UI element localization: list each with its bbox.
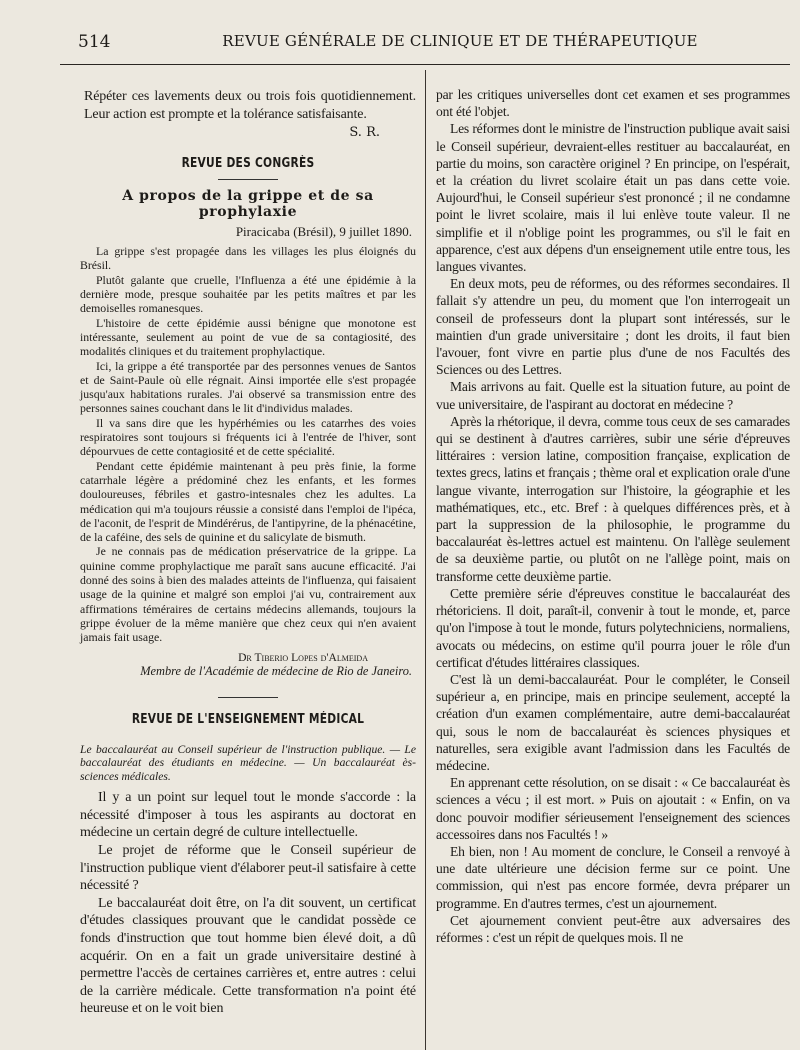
paragraph: En deux mots, peu de réformes, ou des réformes secondaires. Il fallait s'y attendre un peu, du moment que l'on interrogeait un conseil de professeurs dont la plupart sont intéressés, sur le maintien d'un grade universitaire ; dont les droits, il faut bien l'avouer, font vivre en partie plus d'une de nos Facultés des Sciences ou des Lettres. [436, 276, 790, 378]
intro-signature: S. R. [349, 125, 380, 141]
page-header [60, 30, 790, 56]
paragraph: Plutôt galante que cruelle, l'Influenza a été une épidémie à la dernière mode, presque souhaitée par les petits maîtres et par les demoiselles romanesques. [80, 272, 416, 316]
section-abstract: Le baccalauréat au Conseil supérieur de l'instruction publique. — Le baccalauréat des étudiants en médecine. — Un baccalauréat ès-sciences médicales. [80, 742, 416, 783]
paragraph: Mais arrivons au fait. Quelle est la situation future, au point de vue universitaire, de l'aspirant au doctorat en médecine ? [436, 379, 790, 412]
paragraph: C'est là un demi-baccalauréat. Pour le compléter, le Conseil supérieur a, en principe, mais en principe seulement, accepté la création d'un examen complémentaire, autre demi-baccalauréat qui, sous le nom de baccalauréat ès sciences physiques et naturelles, sera exigible avant l'admission dans les Facultés de médecine. [436, 671, 790, 773]
author-signature: Dr Tiberio Lopes d'Almeida [238, 650, 368, 664]
section-title-enseignement: REVUE DE L'ENSEIGNEMENT MÉDICAL [131, 711, 365, 727]
author-affiliation: Membre de l'Académie de médecine de Rio de Janeiro. [140, 663, 412, 678]
paragraph: La grippe s'est propagée dans les villages les plus éloignés du Brésil. [80, 244, 416, 273]
paragraph: En apprenant cette résolution, on se disait : « Ce baccalauréat ès sciences a vécu ; il est mort. » Puis on ajoutait : « Enfin, on va donc pouvoir modifier sérieusement l'enseignement des sciences accessoires dans nos Facultés ! » [436, 775, 790, 842]
paragraph: Il y a un point sur lequel tout le monde s'accorde : la nécessité d'imposer à tous les aspirants au doctorat en médecine un certain degré de culture intellectuelle. [80, 790, 416, 841]
enseignement-article-body [80, 789, 416, 1018]
running-title: REVUE GÉNÉRALE DE CLINIQUE ET DE THÉRAPEUTIQUE [222, 32, 698, 50]
intro-paragraph: Répéter ces lavements deux ou trois fois quotidiennement. Leur action est prompte et la tolérance satisfaisante. [84, 89, 416, 122]
right-column [436, 86, 790, 946]
paragraph: Je ne connais pas de médication préservatrice de la grippe. La quinine comme prophylactique me paraît sans aucune efficacité. J'ai donné des soins à bien des malades atteints de l'influenza, qui faisaient usage de la quinine et malgré son emploi j'ai vu, contrairement aux affirmations téméraires de certains médecins allemands, toujours la grippe évoluer de la même manière que chez ceux qui n'en avaient jamais fait usage. [80, 544, 416, 645]
section-title-congres: REVUE DES CONGRÈS [181, 156, 315, 172]
paragraph: L'histoire de cette épidémie aussi bénigne que monotone est intéressante, seulement au point de vue de sa contagiosité, des modalités cliniques et du traitement prophylactique. [80, 315, 416, 359]
place-date: Piracicaba (Brésil), 9 juillet 1890. [235, 224, 412, 240]
grippe-article-body [80, 244, 416, 644]
paragraph: par les critiques universelles dont cet examen et ses programmes ont été l'objet. [436, 87, 790, 120]
header-rule [60, 64, 790, 65]
paragraph: Cette première série d'épreuves constitue le baccalauréat des rhétoriciens. Il doit, paraît-il, convenir à tout le monde, et, parce qu'on l'impose à tout le monde, futurs polytechniciens, normaliens, avocats ou médecins, on estime qu'il pourra jouer le rôle d'un certificat d'études littéraires classiques. [436, 585, 790, 670]
paragraph: Eh bien, non ! Au moment de conclure, le Conseil a renvoyé à une date ultérieure une décision ferme sur ce point. Une commission, qui n'est pas encore formée, devra préparer un programme. En d'autres termes, c'est un ajournement. [436, 843, 790, 911]
left-column [80, 88, 416, 1018]
paragraph: Le projet de réforme que le Conseil supérieur de l'instruction publique vient d'élaborer peut-il satisfaire à cette nécessité ? [80, 843, 416, 894]
article-title-grippe: A propos de la grippe et de sa prophylaxie [122, 188, 374, 221]
paragraph: Ici, la grippe a été transportée par des personnes venues de Santos et de Saint-Paule où elle régnait. Ainsi importée elle s'est propagée jusqu'aux habitations rurales. J'ai observé sa transmission entre des personnes saines couchant dans le lit d'individus malades. [80, 358, 416, 416]
paragraph: Après la rhétorique, il devra, comme tous ceux de ses camarades qui se destinent à d'autres carrières, subir une série d'épreuves littéraires : version latine, composition française, explication de textes grecs, latins et français ; thème oral et explication orale d'une langue vivante, interrogation sur l'histoire, la géographie et les mathématiques, etc., etc. Bref : à quelques différences près, et à part la suppression de la philosophie, le programme du baccalauréat ès-lettres actuel est maintenu. On l'allège seulement de sa deuxième partie, ou plutôt on ne l'allège point, mais on transforme cette deuxième partie. [436, 413, 790, 584]
paragraph: Pendant cette épidémie maintenant à peu près finie, la forme catarrhale légère a prédominé chez les enfants, et les formes douloureuses, fébriles et gastro-intesnales chez les adultes. La médication qui m'a toujours réussie a consisté dans l'emploi de l'ipéca, de l'aconit, de l'esprit de Mindérérus, de l'antipyrine, de la phénacétine, de la caféine, des sels de quinine et du salicylate de bismuth. [80, 458, 416, 545]
column-separator [425, 70, 426, 1050]
paragraph: Cet ajournement convient peut-être aux adversaires des réformes : c'est un répit de quelques mois. Il ne [436, 912, 790, 945]
page-number: 514 [78, 32, 111, 52]
paragraph: Les réformes dont le ministre de l'instruction publique avait saisi le Conseil supérieur, devraient-elles restituer au baccalauréat, en partie du moins, son caractère originel ? En principe, on l'espérait, et la création du livret scolaire était un pas dans cette voie. Aujourd'hui, le Conseil supérieur s'est prononcé ; il ne condamne point le livret scolaire, mais il lui enlève toute valeur. Il ne simplifie et il n'oblige point les programmes, ou s'il le fait en apparence, c'est aux dépens d'un enseignement utile entre tous, les langues vivantes. [436, 121, 790, 275]
paragraph: Le baccalauréat doit être, on l'a dit souvent, un certificat d'études classiques prouvant que le candidat possède ce fonds d'instruction que tout homme bien élevé doit, a dû acquérir. On en a fait un grade universitaire destiné à permettre l'accès de certaines carrières et, entre autres : celui de la carrière médicale. Cette transformation n'a point été heureuse et on le voit bien [80, 895, 416, 1017]
paragraph: Il va sans dire que les hypérhémies ou les catarrhes des voies respiratoires sont toujours si fréquents ici à l'entrée de l'hiver, sont dépourvues de cette contagiosité et de cette spécialité. [80, 415, 416, 459]
